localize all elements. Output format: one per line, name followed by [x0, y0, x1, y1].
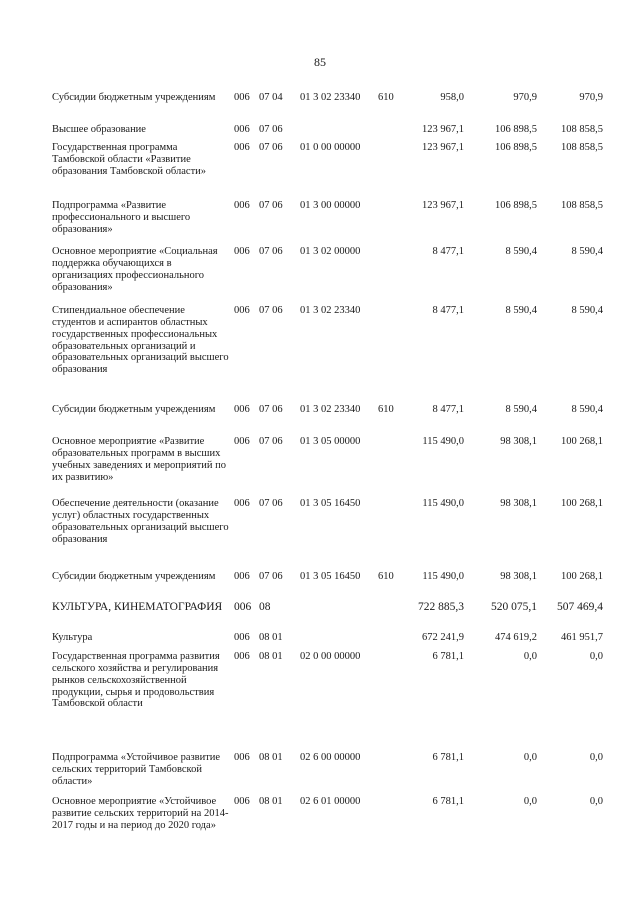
- amount-year-3: 970,9: [579, 92, 603, 103]
- ministry-code: 006: [234, 200, 250, 211]
- section-code: 08: [259, 601, 271, 613]
- amount-year-3: 8 590,4: [571, 404, 603, 415]
- target-article-code: 01 3 05 00000: [300, 436, 361, 447]
- amount-year-3: 8 590,4: [571, 246, 603, 257]
- target-article-code: 01 3 02 23340: [300, 92, 361, 103]
- page-number: 85: [314, 55, 326, 69]
- amount-year-2: 106 898,5: [495, 200, 537, 211]
- ministry-code: 006: [234, 305, 250, 316]
- ministry-code: 006: [234, 436, 250, 447]
- section-code: 07 06: [259, 200, 283, 211]
- target-article-code: 02 0 00 00000: [300, 651, 361, 662]
- target-article-code: 01 3 05 16450: [300, 571, 361, 582]
- amount-year-3: 100 268,1: [561, 571, 603, 582]
- section-code: 08 01: [259, 651, 283, 662]
- section-code: 08 01: [259, 632, 283, 643]
- ministry-code: 006: [234, 752, 250, 763]
- amount-year-1: 123 967,1: [422, 124, 464, 135]
- section-code: 07 06: [259, 498, 283, 509]
- row-name: Высшее образование: [52, 124, 146, 135]
- section-code: 07 06: [259, 142, 283, 153]
- row-name: Государственная программа Тамбовской области «Развитие образования Тамбовской области»: [52, 142, 207, 177]
- section-code: 07 04: [259, 92, 283, 103]
- amount-year-2: 8 590,4: [505, 305, 537, 316]
- row-name: Субсидии бюджетным учреждениям: [52, 571, 216, 582]
- expense-type-code: 610: [378, 404, 394, 415]
- amount-year-3: 8 590,4: [571, 305, 603, 316]
- expense-type-code: 610: [378, 92, 394, 103]
- section-code: 07 06: [259, 246, 283, 257]
- amount-year-1: 6 781,1: [432, 752, 464, 763]
- amount-year-2: 106 898,5: [495, 142, 537, 153]
- amount-year-2: 8 590,4: [505, 404, 537, 415]
- amount-year-3: 108 858,5: [561, 142, 603, 153]
- ministry-code: 006: [234, 92, 250, 103]
- section-code: 08 01: [259, 796, 283, 807]
- section-code: 08 01: [259, 752, 283, 763]
- amount-year-1: 115 490,0: [422, 436, 464, 447]
- target-article-code: 01 3 05 16450: [300, 498, 361, 509]
- amount-year-2: 8 590,4: [505, 246, 537, 257]
- row-name: Основное мероприятие «Развитие образовательных программ в высших учебных заведениях и мероприятий по их развитию»: [52, 436, 226, 483]
- section-code: 07 06: [259, 571, 283, 582]
- amount-year-1: 6 781,1: [432, 796, 464, 807]
- amount-year-2: 970,9: [513, 92, 537, 103]
- amount-year-3: 461 951,7: [561, 632, 603, 643]
- row-name: Основное мероприятие «Социальная поддержка обучающихся в организациях профессионального образования»: [52, 246, 218, 293]
- amount-year-2: 106 898,5: [495, 124, 537, 135]
- target-article-code: 01 3 02 23340: [300, 404, 361, 415]
- amount-year-2: 0,0: [523, 796, 537, 807]
- row-name: Подпрограмма «Устойчивое развитие сельских территорий Тамбовской области»: [52, 752, 221, 787]
- amount-year-3: 0,0: [589, 796, 603, 807]
- amount-year-1: 123 967,1: [422, 142, 464, 153]
- amount-year-3: 108 858,5: [561, 200, 603, 211]
- section-code: 07 06: [259, 436, 283, 447]
- amount-year-3: 0,0: [589, 651, 603, 662]
- amount-year-1: 8 477,1: [432, 246, 464, 257]
- amount-year-3: 507 469,4: [557, 601, 603, 613]
- ministry-code: 006: [234, 498, 250, 509]
- amount-year-3: 100 268,1: [561, 436, 603, 447]
- row-name: Государственная программа развития сельского хозяйства и регулирования рынков сельскохозяйственной продукции, сырья и продовольствия Тамбовской области: [52, 651, 220, 710]
- target-article-code: 01 3 02 23340: [300, 305, 361, 316]
- amount-year-1: 8 477,1: [432, 404, 464, 415]
- target-article-code: 01 3 00 00000: [300, 200, 361, 211]
- target-article-code: 02 6 01 00000: [300, 796, 361, 807]
- amount-year-1: 123 967,1: [422, 200, 464, 211]
- section-code: 07 06: [259, 404, 283, 415]
- ministry-code: 006: [234, 142, 250, 153]
- amount-year-2: 98 308,1: [500, 436, 537, 447]
- ministry-code: 006: [234, 246, 250, 257]
- ministry-code: 006: [234, 124, 250, 135]
- target-article-code: 02 6 00 00000: [300, 752, 361, 763]
- amount-year-2: 474 619,2: [495, 632, 537, 643]
- amount-year-1: 958,0: [440, 92, 464, 103]
- amount-year-2: 0,0: [523, 651, 537, 662]
- amount-year-1: 6 781,1: [432, 651, 464, 662]
- amount-year-1: 672 241,9: [422, 632, 464, 643]
- ministry-code: 006: [234, 404, 250, 415]
- amount-year-1: 722 885,3: [418, 601, 464, 613]
- amount-year-2: 98 308,1: [500, 498, 537, 509]
- ministry-code: 006: [234, 601, 252, 613]
- amount-year-1: 115 490,0: [422, 498, 464, 509]
- row-name: Стипендиальное обеспечение студентов и аспирантов областных государственных профессиональных образовательных организаций и образовательных организаций высшего образования: [52, 305, 229, 376]
- amount-year-2: 0,0: [523, 752, 537, 763]
- amount-year-3: 108 858,5: [561, 124, 603, 135]
- expense-type-code: 610: [378, 571, 394, 582]
- row-name: Обеспечение деятельности (оказание услуг) областных государственных образовательных организаций высшего образования: [52, 498, 229, 545]
- amount-year-1: 115 490,0: [422, 571, 464, 582]
- ministry-code: 006: [234, 632, 250, 643]
- amount-year-3: 100 268,1: [561, 498, 603, 509]
- amount-year-2: 98 308,1: [500, 571, 537, 582]
- row-name: Субсидии бюджетным учреждениям: [52, 404, 216, 415]
- row-name: Культура: [52, 632, 93, 643]
- section-code: 07 06: [259, 305, 283, 316]
- amount-year-1: 8 477,1: [432, 305, 464, 316]
- section-code: 07 06: [259, 124, 283, 135]
- row-name: КУЛЬТУРА, КИНЕМАТОГРАФИЯ: [52, 601, 223, 613]
- row-name: Основное мероприятие «Устойчивое развитие сельских территорий на 2014-2017 годы и на период до 2020 года»: [52, 796, 229, 831]
- target-article-code: 01 0 00 00000: [300, 142, 361, 153]
- row-name: Подпрограмма «Развитие профессионального и высшего образования»: [52, 200, 191, 235]
- ministry-code: 006: [234, 571, 250, 582]
- amount-year-3: 0,0: [589, 752, 603, 763]
- amount-year-2: 520 075,1: [491, 601, 537, 613]
- target-article-code: 01 3 02 00000: [300, 246, 361, 257]
- ministry-code: 006: [234, 796, 250, 807]
- ministry-code: 006: [234, 651, 250, 662]
- row-name: Субсидии бюджетным учреждениям: [52, 92, 216, 103]
